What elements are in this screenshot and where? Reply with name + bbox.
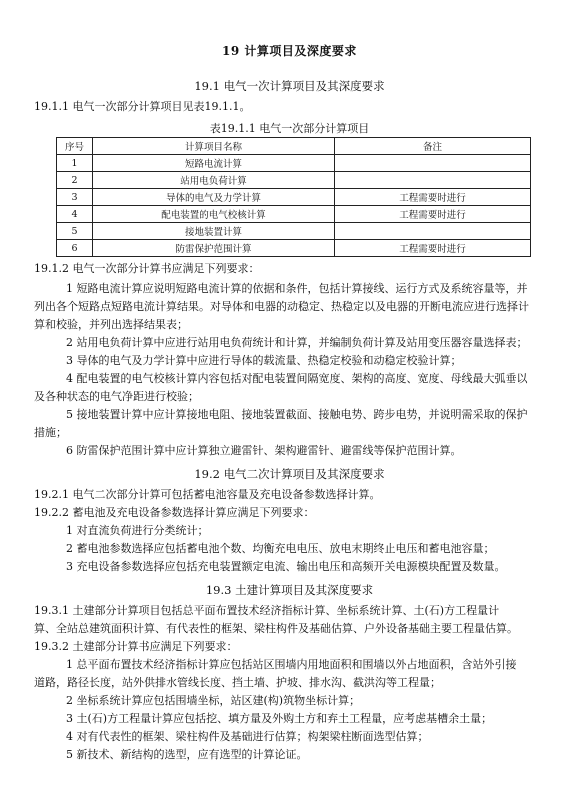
cell-index: 3 bbox=[57, 189, 93, 206]
cell-index: 4 bbox=[57, 206, 93, 223]
text-line: 算、全站总建筑面积计算、有代表性的框架、梁柱构件及基础估算、户外设备基础主要工程量估算。 bbox=[34, 622, 518, 635]
cell-remark: 工程需要时进行 bbox=[335, 206, 531, 223]
table-row bbox=[57, 189, 531, 206]
cell-item-name: 配电装置的电气校核计算 bbox=[93, 206, 335, 223]
table-row bbox=[57, 240, 531, 257]
cell-remark: 工程需要时进行 bbox=[335, 189, 531, 206]
cell-index: 1 bbox=[57, 155, 93, 172]
clause-19-1-2: 19.1.2 电气一次部分计算书应满足下列要求： bbox=[34, 262, 260, 275]
clause-19-2-1: 19.2.1 电气二次部分计算可包括蓄电池容量及充电设备参数选择计算。 bbox=[34, 488, 381, 501]
table-header-row bbox=[57, 138, 531, 155]
cell-index: 6 bbox=[57, 240, 93, 257]
cell-index: 5 bbox=[57, 223, 93, 240]
table-row bbox=[57, 155, 531, 172]
text-line: 措施； bbox=[34, 426, 67, 439]
text-line: 列出各个短路点短路电流计算结果。对导体和电器的动稳定、热稳定以及电器的开断电流应进行选择计 bbox=[34, 300, 529, 313]
cell-index: 2 bbox=[57, 172, 93, 189]
calculation-items-table bbox=[56, 137, 531, 257]
cell-remark: 工程需要时进行 bbox=[335, 240, 531, 257]
text-line: 2 坐标系统计算应包括围墙坐标，站区建(构)筑物坐标计算； bbox=[66, 694, 361, 707]
clause-19-3-2: 19.3.2 土建部分计算书应满足下列要求： bbox=[34, 640, 238, 653]
text-line: 1 总平面布置技术经济指标计算应包括站区围墙内用地面积和围墙以外占地面积，含站外引接 bbox=[66, 658, 517, 671]
section-title-19-2: 19.2 电气二次计算项目及其深度要求 bbox=[194, 467, 385, 481]
cell-remark bbox=[335, 155, 531, 172]
clause-19-2-2: 19.2.2 蓄电池及充电设备参数选择计算应满足下列要求： bbox=[34, 506, 315, 519]
text-line: 4 配电装置的电气校核计算内容包括对配电装置间隔宽度、架构的高度、宽度、母线最大弧垂以 bbox=[66, 372, 528, 385]
text-line: 2 站用电负荷计算中应进行站用电负荷统计和计算，并编制负荷计算及站用变压器容量选择表； bbox=[66, 336, 528, 349]
clause-19-3-1: 19.3.1 土建部分计算项目包括总平面布置技术经济指标计算、坐标系统计算、土(石)方工程量计 bbox=[34, 604, 500, 617]
cell-item-name: 站用电负荷计算 bbox=[93, 172, 335, 189]
text-line: 4 对有代表性的框架、梁柱构件及基础进行估算；构架梁柱断面选型估算； bbox=[66, 730, 429, 743]
text-line: 3 充电设备参数选择应包括充电装置额定电流、输出电压和高频开关电源模块配置及数量。 bbox=[66, 560, 506, 573]
text-line: 及各种状态的电气净距进行校验； bbox=[34, 390, 199, 403]
text-line: 5 接地装置计算中应计算接地电阻、接地装置截面、接触电势、跨步电势，并说明需采取的保护 bbox=[66, 408, 528, 421]
section-title-19-1: 19.1 电气一次计算项目及其深度要求 bbox=[194, 79, 385, 93]
table-row bbox=[57, 223, 531, 240]
cell-item-name: 接地装置计算 bbox=[93, 223, 335, 240]
text-line: 1 短路电流计算应说明短路电流计算的依据和条件，包括计算接线、运行方式及系统容量等，并 bbox=[66, 282, 528, 295]
text-line: 6 防雷保护范围计算中应计算独立避雷针、架构避雷针、避雷线等保护范围计算。 bbox=[66, 444, 462, 457]
header-item-name: 计算项目名称 bbox=[93, 138, 335, 155]
cell-remark bbox=[335, 223, 531, 240]
text-line: 道路，路径长度，站外供排水管线长度、挡土墙、护坡、排水沟、截洪沟等工程量； bbox=[34, 676, 441, 689]
clause-19-1-1: 19.1.1 电气一次部分计算项目见表19.1.1。 bbox=[34, 100, 251, 113]
chapter-title: 19 计算项目及深度要求 bbox=[222, 44, 357, 58]
table-row bbox=[57, 172, 531, 189]
cell-remark bbox=[335, 172, 531, 189]
text-line: 2 蓄电池参数选择应包括蓄电池个数、均衡充电电压、放电末期终止电压和蓄电池容量； bbox=[66, 542, 495, 555]
text-line: 3 土(石)方工程量计算应包括挖、填方量及外购土方和弃土工程量，应考虑基槽余土量； bbox=[66, 712, 493, 725]
table-caption: 表19.1.1 电气一次部分计算项目 bbox=[209, 122, 370, 135]
text-line: 5 新技术、新结构的选型，应有选型的计算论证。 bbox=[66, 748, 308, 761]
text-line: 1 对直流负荷进行分类统计； bbox=[66, 524, 209, 537]
text-line: 3 导体的电气及力学计算中应进行导体的载流量、热稳定校验和动稳定校验计算； bbox=[66, 354, 462, 367]
table-row bbox=[57, 206, 531, 223]
cell-item-name: 导体的电气及力学计算 bbox=[93, 189, 335, 206]
text-line: 算和校验，并列出选择结果表； bbox=[34, 318, 188, 331]
cell-item-name: 防雷保护范围计算 bbox=[93, 240, 335, 257]
header-index: 序号 bbox=[57, 138, 93, 155]
header-remark: 备注 bbox=[335, 138, 531, 155]
section-title-19-3: 19.3 土建计算项目及其深度要求 bbox=[205, 583, 374, 597]
cell-item-name: 短路电流计算 bbox=[93, 155, 335, 172]
